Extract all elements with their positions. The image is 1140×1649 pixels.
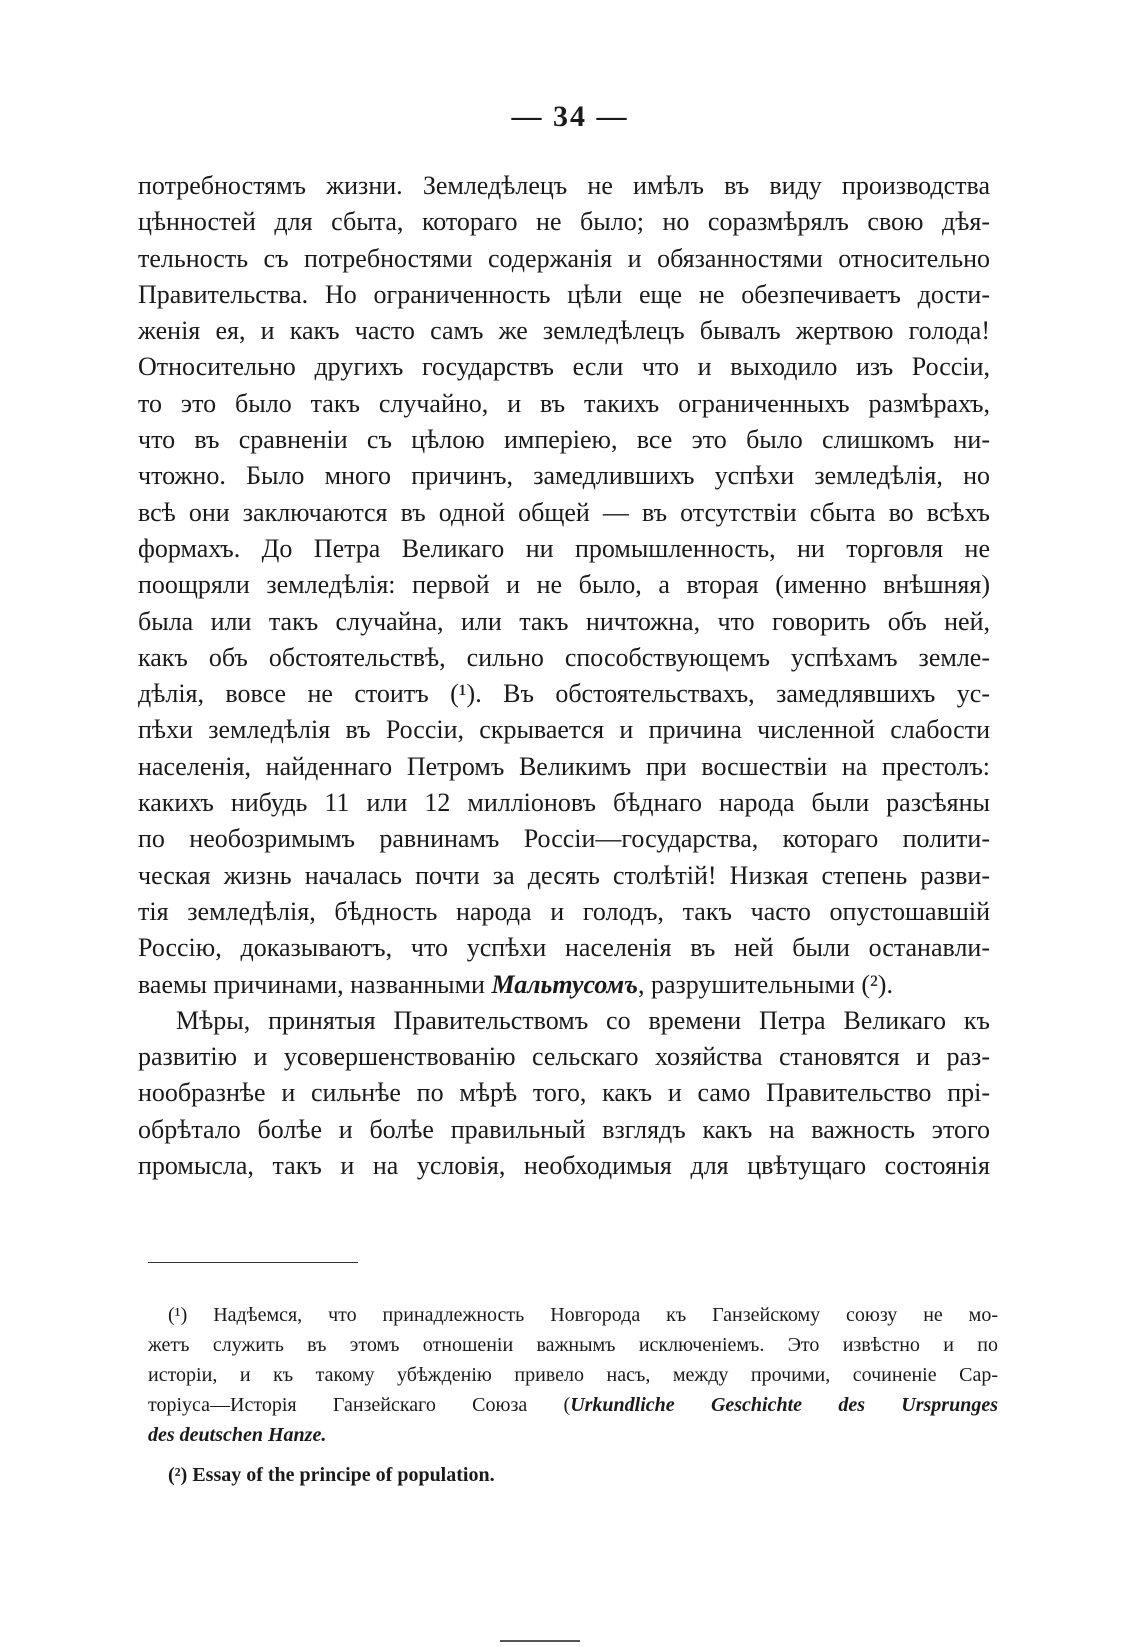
text-line: то это было такъ случайно, и въ такихъ ограниченныхъ размѣрахъ, <box>138 388 990 418</box>
german-title: Urkundliche Geschichte des Ursprunges <box>570 1394 998 1416</box>
text-line: Россію, доказываютъ, что успѣхи населенія въ ней были останавли- <box>138 933 990 963</box>
text-line: чтожно. Было много причинъ, замедлившихъ успѣхи земледѣлія, но <box>138 461 990 491</box>
text-fragment: , разрушительными (²). <box>637 969 893 999</box>
text-line-malthus <box>138 967 990 1003</box>
footnote-2: (²) Essay of the principe of population. <box>168 1464 495 1486</box>
text-line: тія земледѣлія, бѣдность народа и голодъ, такъ часто опустошавшій <box>138 896 990 926</box>
text-line: развитію и усовершенствованію сельскаго хозяйства становятся и раз- <box>138 1042 990 1072</box>
footnote-separator <box>148 1262 358 1263</box>
text-fragment: ваемы причинами, названными <box>138 969 492 999</box>
footnote-1-line: жетъ служить въ этомъ отношеніи важнымъ исключеніемъ. Это извѣстно и по <box>148 1334 998 1356</box>
text-line: тельность съ потребностями содержанія и обязанностями относительно <box>138 243 990 273</box>
text-line: дѣлія, вовсе не стоитъ (¹). Въ обстоятельствахъ, замедлявшихъ ус- <box>138 679 990 709</box>
text-line: поощряли земледѣлія: первой и не было, а вторая (именно внѣшняя) <box>138 570 990 600</box>
page-number: — 34 — <box>511 100 629 133</box>
text-line: по необозримымъ равнинамъ Россіи—государства, котораго полити- <box>138 824 990 854</box>
text-line: потребностямъ жизни. Земледѣлецъ не имѣлъ въ виду производства <box>138 171 990 200</box>
text-line: женія ея, и какъ часто самъ же земледѣлецъ бывалъ жертвою голода! <box>138 316 990 346</box>
footnote-1-line <box>148 1420 998 1450</box>
text-line: Правительства. Но ограниченность цѣли еще не обезпечиваетъ дости- <box>138 279 990 309</box>
footnotes <box>148 1300 998 1490</box>
footnote-1-line: исторіи, и къ такому убѣжденію привело насъ, между прочими, сочиненіе Сар- <box>148 1364 998 1386</box>
german-title-end: des deutschen Hanze. <box>148 1424 327 1446</box>
malthus-name: Мальтусомъ <box>491 969 638 999</box>
text-line: цѣнностей для сбыта, котораго не было; но соразмѣрялъ свою дѣя- <box>138 207 990 237</box>
text-line: всѣ они заключаются въ одной общей — въ отсутствіи сбыта во всѣхъ <box>138 497 990 527</box>
text-line: что въ сравненіи съ цѣлою имперіею, все это было слишкомъ ни- <box>138 425 990 455</box>
text-line: пѣхи земледѣлія въ Россіи, скрывается и причина численной слабости <box>138 715 990 745</box>
bottom-mark <box>500 1640 580 1642</box>
main-text <box>138 168 990 1184</box>
text-line: какъ объ обстоятельствѣ, сильно способствующемъ успѣхамъ земле- <box>138 642 990 672</box>
footnote-1-line: (¹) Надѣемся, что принадлежность Новгорода къ Ганзейскому союзу не мо- <box>168 1304 998 1326</box>
text-line: Относительно другихъ государствъ если что и выходило изъ Россіи, <box>138 352 990 382</box>
text-line: обрѣтало болѣе и болѣе правильный взглядъ какъ на важность этого <box>138 1114 990 1144</box>
footnote-fragment: торіуса—Исторія Ганзейскаго Союза ( <box>148 1394 571 1416</box>
text-line: населенія, найденнаго Петромъ Великимъ при восшествіи на престолъ: <box>138 751 990 781</box>
footnote-1-line <box>148 1390 998 1420</box>
text-line: нообразнѣе и сильнѣе по мѣрѣ того, какъ и само Правительство прі- <box>138 1078 990 1108</box>
text-line: промысла, такъ и на условія, необходимыя для цвѣтущаго состоянія <box>138 1151 990 1181</box>
text-line: формахъ. До Петра Великаго ни промышленность, ни торговля не <box>138 533 990 563</box>
text-line: ческая жизнь началась почти за десять столѣтій! Низкая степень разви- <box>138 860 990 890</box>
text-line: была или такъ случайна, или такъ ничтожна, что говорить объ ней, <box>138 606 990 636</box>
paragraph-2-first-line: Мѣры, принятыя Правительствомъ со времени Петра Великаго къ <box>176 1005 990 1035</box>
text-line: какихъ нибудь 11 или 12 милліоновъ бѣднаго народа были разсѣяны <box>138 788 990 818</box>
